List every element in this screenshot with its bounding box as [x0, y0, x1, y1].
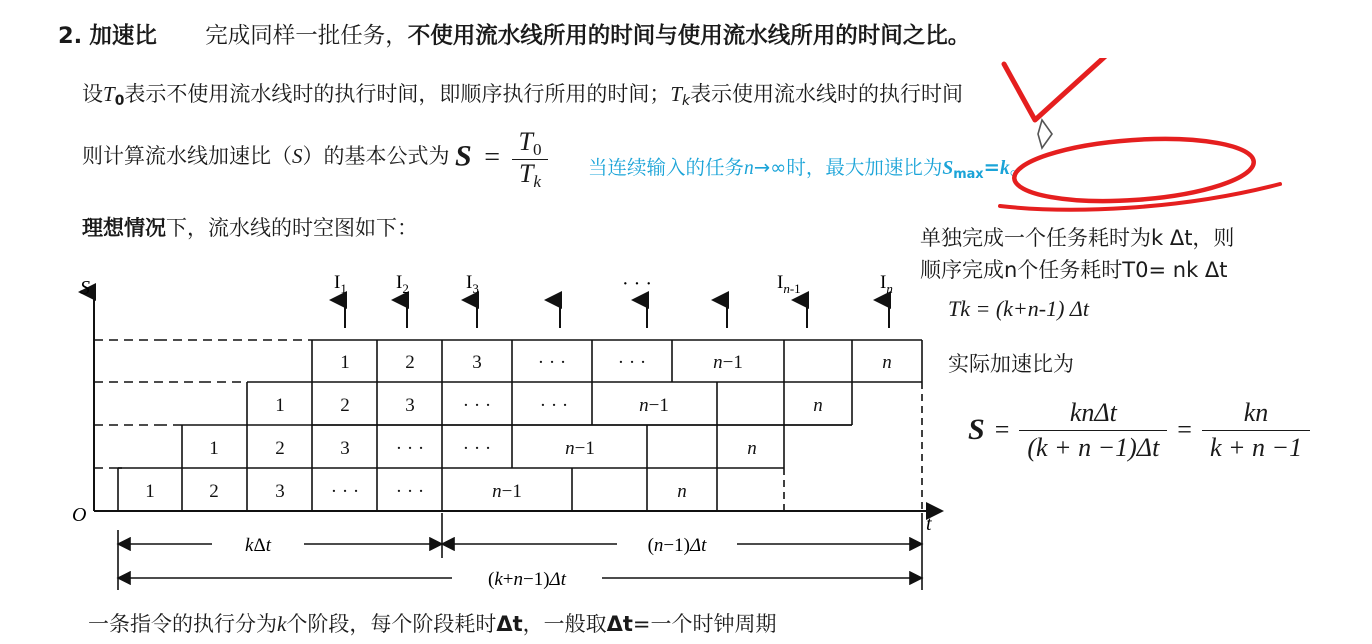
svg-text:· · ·: · · ·: [617, 352, 647, 373]
svg-text:(k+n−1)Δt: (k+n−1)Δt: [488, 569, 566, 590]
blue-n: n: [744, 158, 754, 179]
bf-num-2: kn: [1202, 396, 1310, 431]
svg-text:n−1: n−1: [565, 438, 595, 459]
svg-text:3: 3: [405, 395, 415, 416]
svg-text:1: 1: [340, 352, 350, 373]
symbol-Tk-sub: k: [682, 93, 691, 110]
right-note-2: 顺序完成n个任务耗时T0= nk Δt: [920, 258, 1228, 282]
fraction-den-sub: k: [533, 172, 542, 192]
pen-icon: [1038, 120, 1052, 148]
bf-den-1: (k + n −1)Δt: [1027, 432, 1160, 462]
line-T0-Tk: [82, 78, 963, 109]
blue-Smax-sub: max: [953, 166, 984, 182]
space-time-diagram: [62, 268, 962, 598]
actual-speedup-formula: [968, 396, 1310, 465]
bf-fraction-2: [1202, 396, 1310, 465]
svg-text:1: 1: [209, 438, 219, 459]
line-formula-intro: [82, 140, 450, 170]
svg-text:n−1: n−1: [639, 395, 669, 416]
bottom-note: [88, 608, 777, 638]
bf-den-2: k + n −1: [1209, 432, 1303, 462]
svg-text:· · ·: · · ·: [395, 481, 425, 502]
ideal-rest: 下，流水线的时空图如下：: [166, 216, 418, 240]
blue-a: 当连续输入的任务: [588, 156, 745, 179]
svg-text:n−1: n−1: [713, 352, 743, 373]
fraction-den-T: T: [518, 159, 534, 189]
svg-text:· · ·: · · ·: [462, 395, 492, 416]
blue-d: 。: [1009, 156, 1030, 179]
line3-b: ）的基本公式为: [302, 144, 450, 168]
formula-equals: =: [484, 141, 500, 173]
blue-k: k: [999, 158, 1010, 179]
svg-text:I3: $I_3$: [466, 272, 479, 296]
diagram-svg: [62, 268, 962, 598]
svg-text:3: 3: [340, 438, 350, 459]
blue-annotation: [588, 152, 1029, 182]
fraction-denominator: [512, 160, 547, 191]
svg-text:3: 3: [275, 481, 285, 502]
svg-text:S: S: [80, 277, 90, 299]
bottom-dt2: Δt: [606, 612, 633, 636]
svg-text:1: 1: [275, 395, 285, 416]
line2-c: 表示使用流水线时的执行时间: [690, 82, 964, 106]
line3-a: 则计算流水线加速比（: [82, 144, 292, 168]
line-ideal-case: [82, 212, 418, 242]
svg-text:In-1: $I_n-1$: [777, 272, 801, 296]
svg-text:I1: $I_1$: [334, 272, 347, 296]
underline-annotation: [1000, 184, 1280, 210]
symbol-S: S: [292, 144, 303, 168]
bf-S: S: [968, 413, 985, 447]
svg-text:n−1: n−1: [492, 481, 522, 502]
right-note-actual-speedup: 实际加速比为: [948, 352, 1074, 376]
symbol-T0: T: [103, 82, 115, 106]
svg-text:· · ·: · · ·: [395, 438, 425, 459]
svg-text:2: 2: [405, 352, 415, 373]
right-note-1: 单独完成一个任务耗时为k Δt，则: [920, 226, 1235, 250]
symbol-Tk: T: [670, 82, 683, 106]
svg-text:· · ·: · · ·: [462, 438, 492, 459]
bf-num-1: knΔt: [1019, 396, 1167, 431]
speedup-formula: [455, 128, 548, 191]
heading-definition-bold: 不使用流水线所用的时间与使用流水线所用的时间之比。: [407, 23, 971, 49]
circle-annotation: [1009, 132, 1256, 209]
svg-text:(n−1)Δt: (n−1)Δt: [647, 535, 707, 556]
blue-Smax: S: [942, 158, 954, 179]
heading-number: 2.: [58, 23, 83, 49]
svg-text:n: n: [813, 395, 823, 416]
svg-text:· · ·: · · ·: [622, 273, 652, 295]
bf-fraction-1: [1019, 396, 1167, 465]
check-icon: [1004, 58, 1110, 120]
formula-S: S: [455, 139, 472, 173]
svg-text:2: 2: [340, 395, 350, 416]
svg-text:n: n: [747, 438, 757, 459]
svg-text:2: 2: [209, 481, 219, 502]
bottom-d: =一个时钟周期: [632, 612, 777, 636]
bottom-k: k: [277, 612, 287, 636]
ideal-bold: 理想情况: [82, 216, 166, 240]
red-annotation-overlay: [980, 58, 1372, 218]
svg-text:3: 3: [472, 352, 482, 373]
svg-text:O: O: [72, 504, 87, 526]
svg-text:· · ·: · · ·: [539, 395, 569, 416]
red-marks-svg: [980, 58, 1372, 218]
svg-text:· · ·: · · ·: [537, 352, 567, 373]
svg-text:I2: $I_2$: [396, 272, 409, 296]
bf-eq2: =: [1177, 415, 1192, 445]
svg-text:2: 2: [275, 438, 285, 459]
svg-text:kΔt: kΔt: [245, 535, 271, 556]
blue-eq: =: [983, 156, 1000, 179]
blue-b: →∞时，最大加速比为: [753, 156, 943, 179]
svg-text:· · ·: · · ·: [330, 481, 360, 502]
heading-definition-plain: 完成同样一批任务，: [205, 23, 408, 49]
bf-eq1: =: [994, 415, 1010, 445]
bottom-dt: Δt: [496, 612, 523, 636]
heading-line: [58, 18, 970, 50]
line2-a: 设: [82, 82, 103, 106]
symbol-T0-sub: 0: [114, 93, 125, 110]
svg-text:n: n: [882, 352, 892, 373]
formula-fraction: [512, 128, 547, 191]
fraction-numerator: [512, 128, 547, 160]
line2-b: 表示不使用流水线时的执行时间，即顺序执行所用的时间；: [124, 82, 671, 106]
fraction-num-sub: 0: [532, 140, 542, 160]
fraction-num-T: T: [518, 127, 533, 156]
right-note-Tk: Tk = (k+n-1) Δt: [948, 296, 1089, 321]
svg-text:In: $I_n$: [880, 272, 893, 296]
heading-term: 加速比: [89, 23, 157, 49]
svg-text:n: n: [677, 481, 687, 502]
bottom-c: ，一般取: [522, 612, 607, 636]
svg-text:1: 1: [145, 481, 155, 502]
svg-text:t: t: [926, 513, 932, 535]
bottom-a: 一条指令的执行分为: [88, 612, 277, 636]
bottom-b: 个阶段，每个阶段耗时: [286, 612, 497, 636]
